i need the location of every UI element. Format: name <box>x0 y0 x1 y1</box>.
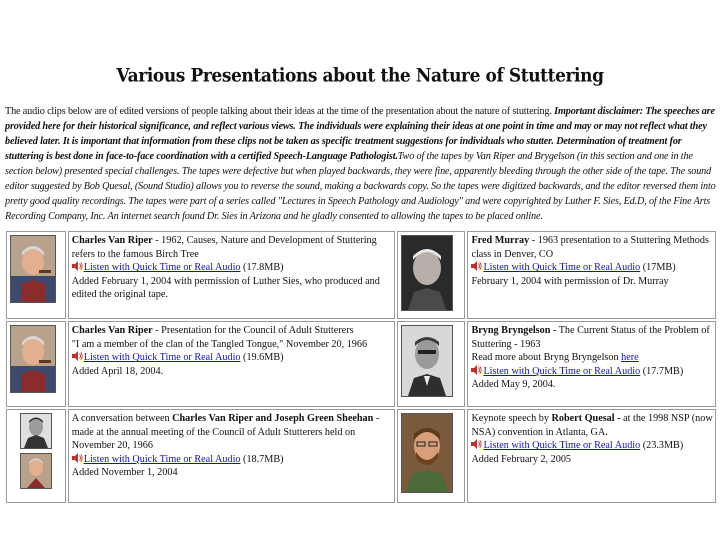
table-row <box>6 231 716 319</box>
speaker-icon <box>72 453 83 463</box>
table-row <box>6 321 716 407</box>
added-date: Added November 1, 2004 <box>71 467 178 479</box>
photo-cell <box>6 321 66 407</box>
entry-desc: - at the 1998 NSP (now NSA) convention in Atlanta, GA. <box>471 413 713 438</box>
van-riper-photo <box>10 325 56 393</box>
entry-desc: - made at the annual meeting of the Council of Adult Stutterers held on November 20, 1966 <box>71 413 380 452</box>
speaker-name: Robert Quesal <box>551 413 615 424</box>
listen-link[interactable]: Listen with Quick Time or Real Audio <box>483 262 641 274</box>
speaker-name: Charles Van Riper and Joseph Green Sheehan <box>172 413 374 424</box>
van-riper-photo <box>20 453 52 489</box>
fred-murray-photo <box>401 235 453 311</box>
speaker-icon <box>72 261 83 271</box>
sheehan-photo <box>20 413 52 449</box>
file-size: (17MB) <box>642 262 676 274</box>
speaker-icon <box>471 365 482 375</box>
speaker-icon <box>471 261 482 271</box>
page-title: Various Presentations about the Nature of Stuttering <box>116 65 604 87</box>
listen-link[interactable]: Listen with Quick Time or Real Audio <box>483 365 641 377</box>
file-size: (17.7MB) <box>642 365 684 377</box>
file-size: (18.7MB) <box>243 453 284 465</box>
intro-disclaimer: Important disclaimer: The speeches are provided here for their historical significance, and reflect various views. The individuals were explaining their ideas at one point in time and may or may not reflect what they believed later. It is important that information from these clips not be taken as specific treatment suggestions for individuals who stutter. Determination of treatment for stuttering is best done in face-to-face coordination with a certified Speech-Language Pathologist. <box>5 106 715 162</box>
speaker-name: Charles Van Riper <box>71 235 153 246</box>
photo-cell <box>397 321 465 407</box>
entry-note: refers to the famous Birch Tree <box>71 248 199 260</box>
van-riper-photo <box>10 235 56 303</box>
presentations-table <box>4 229 718 505</box>
bryngelson-photo <box>401 325 453 397</box>
listen-link[interactable]: Listen with Quick Time or Real Audio <box>83 262 241 274</box>
speaker-icon <box>72 351 83 361</box>
added-date: February 1, 2004 with permission of Dr. Murray <box>471 275 669 287</box>
entry-desc: - Presentation for the Council of Adult Stutterers <box>152 325 354 336</box>
speaker-icon <box>471 439 482 449</box>
entry-desc: - 1963 presentation to a Stuttering Methods class in Denver, CO <box>471 235 709 260</box>
entry-van-riper-1966 <box>68 321 395 407</box>
entry-desc: - The Current Status of the Problem of Stuttering - 1963 <box>471 325 710 350</box>
intro-text <box>5 104 717 224</box>
file-size: (17.8MB) <box>243 262 284 274</box>
read-more-text: Read more about Bryng Bryngelson <box>471 352 622 364</box>
read-more-link[interactable]: here <box>621 352 639 364</box>
speaker-name: Fred Murray <box>471 235 530 246</box>
listen-link[interactable]: Listen with Quick Time or Real Audio <box>83 352 241 364</box>
photo-cell <box>397 409 465 503</box>
photo-cell <box>6 409 66 503</box>
added-date: Added May 9, 2004. <box>471 379 556 391</box>
entry-desc: - 1962, Causes, Nature and Development of Stuttering <box>152 235 377 246</box>
listen-link[interactable]: Listen with Quick Time or Real Audio <box>483 440 641 452</box>
entry-fred-murray <box>467 231 716 319</box>
entry-prefix: A conversation between <box>71 413 173 424</box>
added-date: Added February 1, 2004 with permission of Luther Sies, who produced and edited the original tape. <box>71 275 380 301</box>
entry-note: "I am a member of the clan of the Tangled Tongue," November 20, 1966 <box>71 338 368 350</box>
robert-quesal-photo <box>401 413 453 493</box>
file-size: (23.3MB) <box>642 440 684 452</box>
table-row <box>6 409 716 503</box>
photo-cell <box>6 231 66 319</box>
entry-bryngelson <box>467 321 716 407</box>
entry-robert-quesal <box>467 409 716 503</box>
entry-van-riper-sheehan <box>68 409 395 503</box>
listen-link[interactable]: Listen with Quick Time or Real Audio <box>83 453 241 465</box>
added-date: Added February 2, 2005 <box>471 453 572 465</box>
entry-prefix: Keynote speech by <box>471 413 552 424</box>
intro-p2: Two of the tapes by Van Riper and Brygelson (in this section and one in the section below) presented special challenges. The tapes were defective but when played backwards, they were fine, apparently bleeding through the other side of the tape. The sound editor suggested by Bob Quesal, (Sound Studio) allows you to reverse the sound, making a backwards copy. So the tapes were digitized backwards, and the editor reversed them into pretty good quality recordings. The tapes were part of a series called "Lectures in Speech Pathology and Audiology" and were copyrighted by Luther F. Sies, Ed.D, of the Fine Arts Recording Company, Inc. An internet search found Dr. Sies in Arizona and he gladly consented to allowing the tapes to be placed online. <box>5 151 716 222</box>
speaker-name: Charles Van Riper <box>71 325 153 336</box>
file-size: (19.6MB) <box>243 352 284 364</box>
speaker-name: Bryng Bryngelson <box>471 325 551 336</box>
intro-p1: The audio clips below are of edited versions of people talking about their ideas at the time of the presentation about the nature of stuttering. <box>5 106 555 117</box>
entry-van-riper-1962 <box>68 231 395 319</box>
photo-cell <box>397 231 465 319</box>
added-date: Added April 18, 2004. <box>71 365 164 377</box>
